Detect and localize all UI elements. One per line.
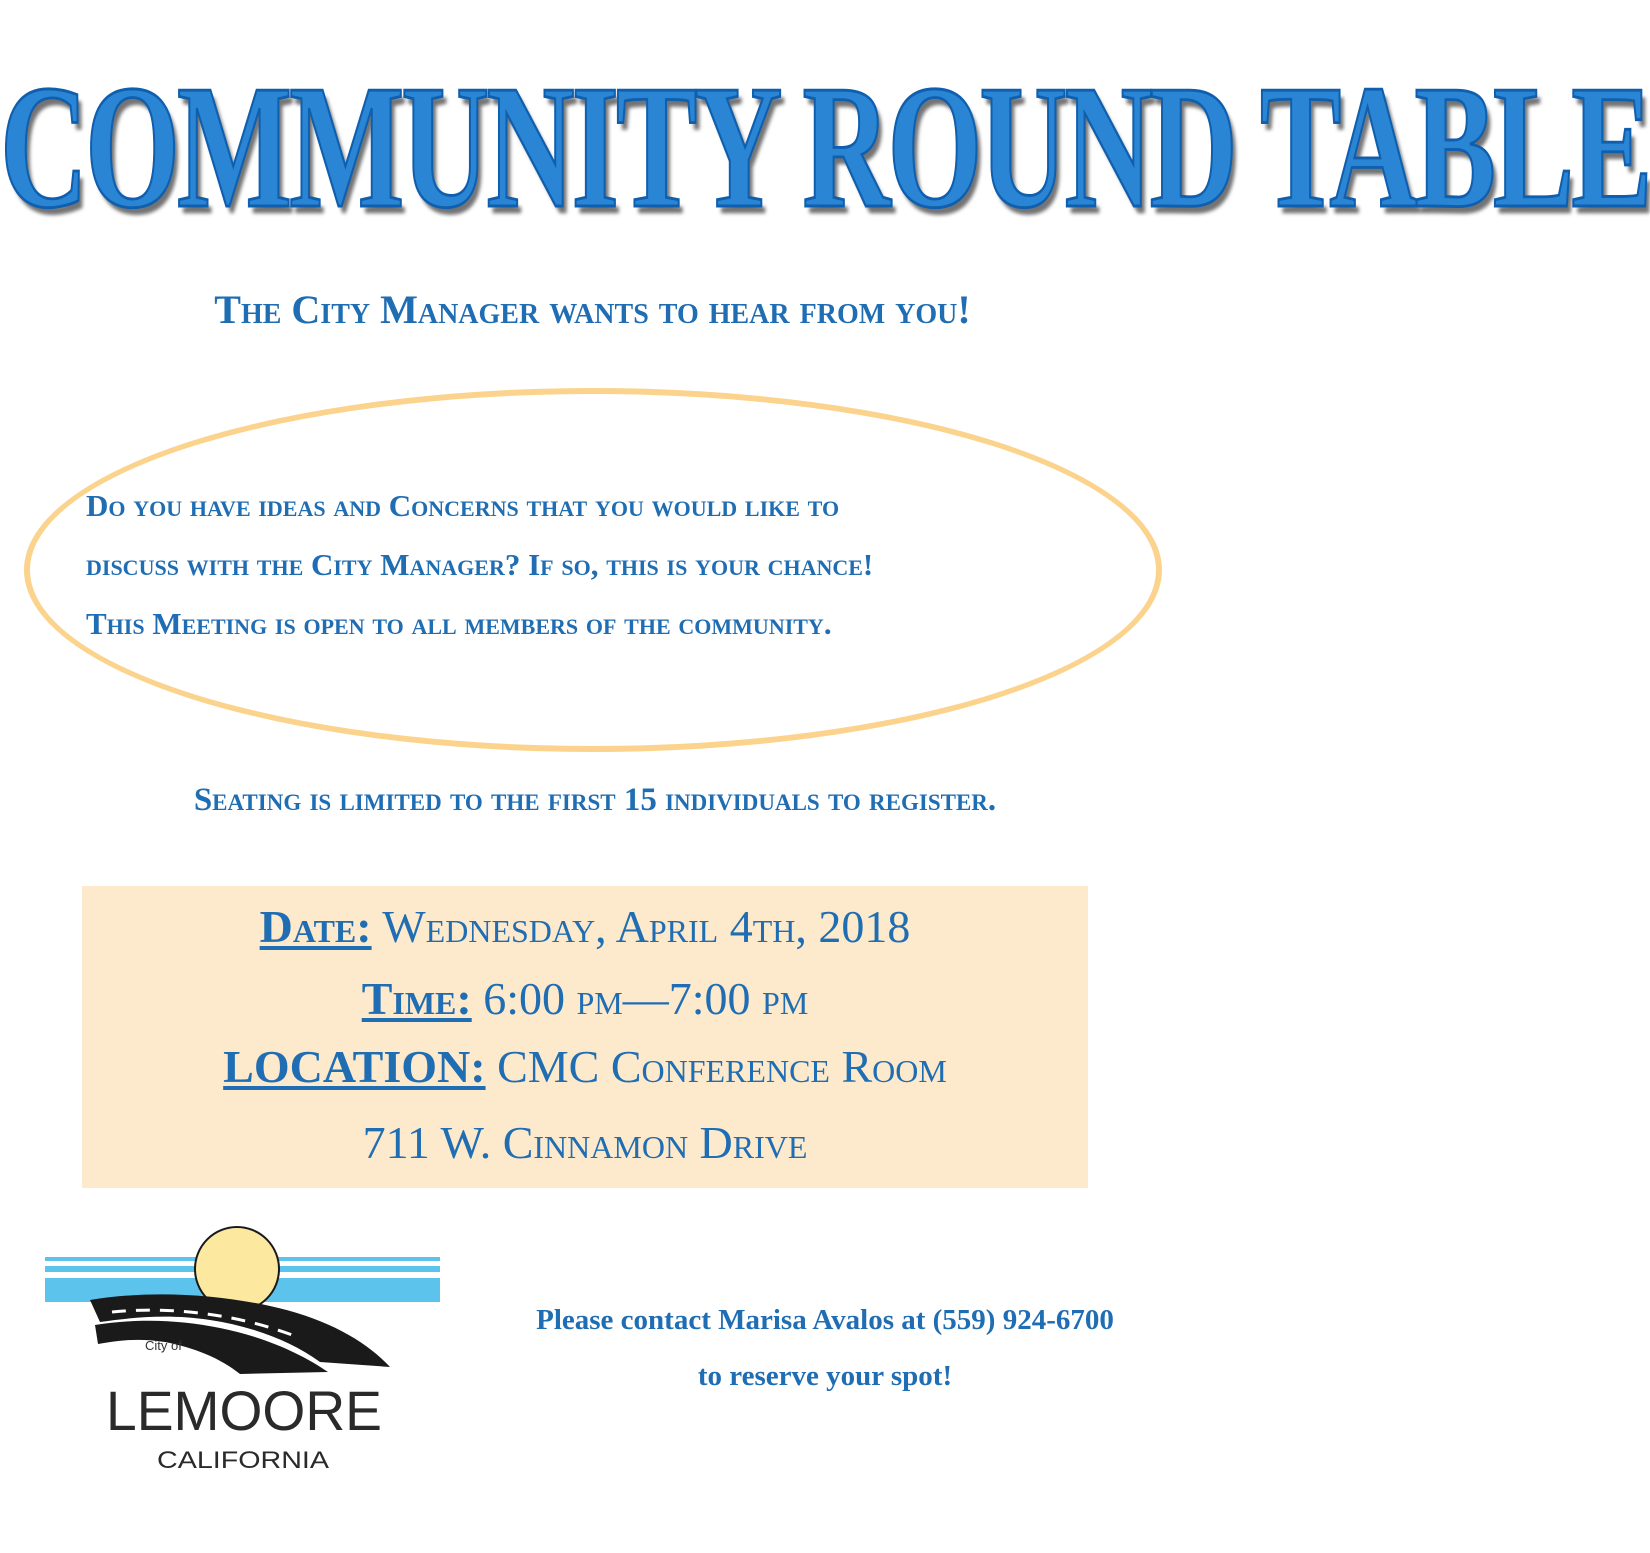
question-line-3: This Meeting is open to all members of the community. bbox=[86, 606, 832, 641]
event-location bbox=[82, 1040, 1088, 1093]
time-label: Time: bbox=[361, 973, 472, 1024]
location-value: CMC Conference Room bbox=[485, 1041, 947, 1092]
contact-info bbox=[470, 1292, 1180, 1404]
time-value: 6:00 pm—7:00 pm bbox=[471, 973, 809, 1024]
date-value: Wednesday, April 4th, 2018 bbox=[371, 901, 911, 952]
logo-name: LEMOORE bbox=[106, 1379, 382, 1442]
location-label: LOCATION: bbox=[223, 1041, 486, 1092]
contact-line-2: to reserve your spot! bbox=[697, 1360, 953, 1392]
question-line-2: discuss with the City Manager? If so, this is your chance! bbox=[86, 547, 874, 582]
lemoore-logo bbox=[40, 1222, 450, 1512]
event-address: 711 W. Cinnamon Drive bbox=[362, 1117, 808, 1168]
poster-title: COMMUNITY ROUND TABLE bbox=[0, 49, 1650, 246]
logo-city-of: City of bbox=[145, 1338, 182, 1353]
date-label: Date: bbox=[259, 901, 372, 952]
contact-line-1: Please contact Marisa Avalos at (559) 924-6700 bbox=[536, 1304, 1114, 1336]
question-line-1: Do you have ideas and Concerns that you would like to bbox=[86, 488, 840, 523]
event-time bbox=[82, 972, 1088, 1025]
logo-state: CALIFORNIA bbox=[157, 1447, 329, 1474]
event-details-box bbox=[82, 886, 1088, 1188]
event-date bbox=[82, 900, 1088, 953]
subtitle: The City Manager wants to hear from you! bbox=[214, 287, 971, 332]
seating-notice: Seating is limited to the first 15 individuals to register. bbox=[193, 782, 997, 818]
question-paragraph bbox=[86, 476, 1166, 653]
